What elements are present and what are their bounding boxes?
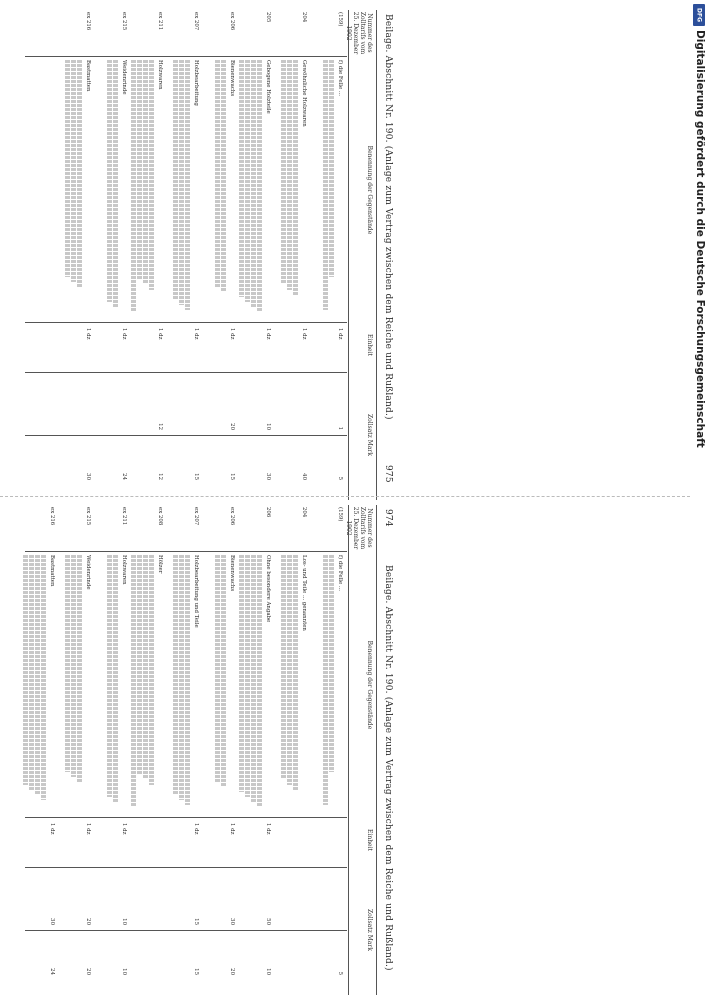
table-row xyxy=(57,505,91,995)
right-col-rate: Zollsatz Mark xyxy=(366,414,373,456)
goods-description-cell: Ohne besondere Angabe xyxy=(265,555,271,623)
unit-cell: 1 dz xyxy=(265,328,271,340)
rate-cell: 10 xyxy=(265,423,271,430)
left-header-rule xyxy=(376,505,377,995)
rate-cell: 30 xyxy=(49,918,55,925)
right-col-tariff: Nummer des Zolltarifs vom 25. Dezember 1902 xyxy=(345,11,373,55)
goods-description-cell: Bastmatten xyxy=(85,60,91,92)
right-page-title: Beilage. Abschnitt Nr. 190. (Anlage zum Vertrag zwischen dem Reiche und Rußland.) xyxy=(383,14,393,420)
goods-description-cell: Holzwaren xyxy=(157,60,163,90)
goods-description-cell: Bienenwachs xyxy=(229,60,235,97)
left-col-unit: Einheit xyxy=(366,829,373,851)
goods-description-cell: Los- und Teile ... genannten xyxy=(301,555,307,631)
left-col-goods: Benennung der Gegenstände xyxy=(366,640,373,730)
body-text-lines xyxy=(238,60,263,315)
left-colhead-rule xyxy=(348,505,349,995)
table-row xyxy=(309,505,343,995)
rate-cell-secondary: 24 xyxy=(121,473,127,480)
table-row xyxy=(237,10,271,500)
rate-cell: 50 xyxy=(265,918,271,925)
rate-cell-secondary: 5 xyxy=(337,476,343,480)
table-row xyxy=(273,505,307,995)
sidebar-text: Digitalisierung gefördert durch die Deutsche Forschungsgemeinschaft xyxy=(693,30,706,448)
goods-description-cell: Holzwaren xyxy=(121,555,127,585)
body-text-lines xyxy=(130,60,155,315)
body-text-lines xyxy=(130,555,155,810)
table-row xyxy=(129,505,163,995)
body-text-lines xyxy=(322,555,335,810)
left-page-title: Beilage. Abschnitt Nr. 190. (Anlage zum Vertrag zwischen dem Reiche und Rußland.) xyxy=(383,565,393,971)
table-row xyxy=(165,505,199,995)
goods-description-cell: Weidenrinde xyxy=(85,555,91,590)
rate-cell-secondary: 30 xyxy=(265,473,271,480)
body-text-lines xyxy=(172,60,191,315)
unit-cell: 1 dz xyxy=(265,823,271,835)
table-row xyxy=(57,10,91,500)
tariff-number-cell: ex 211 xyxy=(157,12,163,31)
goods-description-cell: Hölzer xyxy=(157,555,163,574)
body-text-lines xyxy=(322,60,335,315)
table-row xyxy=(273,10,307,500)
tariff-number-cell: ex 215 xyxy=(121,12,127,31)
tariff-number-cell: 205 xyxy=(265,12,271,23)
table-row xyxy=(201,505,235,995)
tariff-number-cell: (159) xyxy=(337,507,343,522)
page-divider xyxy=(0,496,690,497)
rate-cell: 10 xyxy=(121,918,127,925)
rate-cell-secondary: 10 xyxy=(265,968,271,975)
unit-cell: 1 dz xyxy=(229,328,235,340)
left-page xyxy=(15,505,395,995)
unit-cell: 1 dz xyxy=(193,328,199,340)
tariff-number-cell: ex 206 xyxy=(229,507,235,526)
unit-cell: 1 dz xyxy=(85,328,91,340)
table-row xyxy=(129,10,163,500)
body-text-lines xyxy=(64,555,83,810)
goods-description-cell: f) die Felle ... xyxy=(337,60,343,97)
right-page-number: 975 xyxy=(383,465,393,483)
tariff-number-cell: ex 216 xyxy=(85,12,91,31)
table-row xyxy=(165,10,199,500)
tariff-number-cell: 204 xyxy=(301,507,307,518)
body-text-lines xyxy=(280,60,299,315)
rate-cell-secondary: 10 xyxy=(121,968,127,975)
table-row xyxy=(21,505,55,995)
body-text-lines xyxy=(106,60,119,315)
rate-cell: 20 xyxy=(85,918,91,925)
left-col-tariff: Nummer des Zolltarifs vom 25. Dezember 1902 xyxy=(345,506,373,550)
table-row xyxy=(93,10,127,500)
goods-description-cell: Holzbearbeitung und Teile xyxy=(193,555,199,628)
body-text-lines xyxy=(22,555,47,810)
unit-cell: 1 dz xyxy=(301,328,307,340)
body-text-lines xyxy=(64,60,83,315)
body-text-lines xyxy=(238,555,263,810)
left-page-header xyxy=(379,505,393,995)
body-text-lines xyxy=(172,555,191,810)
left-col-rate: Zollsatz Mark xyxy=(366,909,373,951)
tariff-number-cell: ex 206 xyxy=(229,12,235,31)
left-page-number: 974 xyxy=(383,509,393,527)
rate-cell-secondary: 24 xyxy=(49,968,55,975)
tariff-number-cell: 206 xyxy=(265,507,271,518)
table-row xyxy=(309,10,343,500)
table-row xyxy=(93,505,127,995)
rate-cell-secondary: 15 xyxy=(193,968,199,975)
tariff-number-cell: (159) xyxy=(337,12,343,27)
rate-cell-secondary: 40 xyxy=(301,473,307,480)
table-row xyxy=(201,10,235,500)
rate-cell-secondary: 30 xyxy=(85,473,91,480)
rate-cell: 20 xyxy=(229,423,235,430)
tariff-number-cell: ex 207 xyxy=(193,507,199,526)
right-header-rule xyxy=(376,10,377,500)
dfg-logo: DFG xyxy=(693,4,705,26)
body-text-lines xyxy=(106,555,119,810)
unit-cell: 1 dz xyxy=(121,823,127,835)
unit-cell: 1 dz xyxy=(121,328,127,340)
body-text-lines xyxy=(214,555,227,810)
unit-cell: 1 dz xyxy=(229,823,235,835)
unit-cell: 1 dz xyxy=(193,823,199,835)
rate-cell-secondary: 12 xyxy=(157,473,163,480)
rate-cell-secondary: 15 xyxy=(193,473,199,480)
body-text-lines xyxy=(214,60,227,315)
rate-cell-secondary: 20 xyxy=(229,968,235,975)
body-text-lines xyxy=(280,555,299,810)
tariff-number-cell: ex 211 xyxy=(121,507,127,526)
sidebar-text-container xyxy=(692,30,707,990)
table-row xyxy=(237,505,271,995)
unit-cell: 1 dz xyxy=(157,328,163,340)
right-col-goods: Benennung der Gegenstände xyxy=(366,145,373,235)
right-page-header xyxy=(379,10,393,500)
goods-description-cell: Weidenrinde xyxy=(121,60,127,95)
goods-description-cell: Bastmatten xyxy=(49,555,55,587)
sidebar xyxy=(692,0,707,1000)
goods-description-cell: Bienenwachs xyxy=(229,555,235,592)
tariff-number-cell: ex 215 xyxy=(85,507,91,526)
unit-cell: 1 dz xyxy=(85,823,91,835)
right-colhead-rule xyxy=(348,10,349,500)
goods-description-cell: Holzbearbeitung xyxy=(193,60,199,106)
rate-cell: 15 xyxy=(193,918,199,925)
goods-description-cell: f) die Felle ... xyxy=(337,555,343,592)
tariff-number-cell: ex 216 xyxy=(49,507,55,526)
rate-cell: 1 xyxy=(337,426,343,430)
tariff-number-cell: ex 207 xyxy=(193,12,199,31)
unit-cell: 1 dz xyxy=(337,328,343,340)
tariff-number-cell: ex 208 xyxy=(157,507,163,526)
rate-cell-secondary: 5 xyxy=(337,971,343,975)
unit-cell: 1 dz xyxy=(49,823,55,835)
rate-cell: 12 xyxy=(157,423,163,430)
right-col-unit: Einheit xyxy=(366,334,373,356)
tariff-number-cell: 204 xyxy=(301,12,307,23)
goods-description-cell: Gewöhnliche Holzwaren xyxy=(301,60,307,127)
rate-cell: 30 xyxy=(229,918,235,925)
goods-description-cell: Gebogene Holzteile xyxy=(265,60,271,114)
rate-cell-secondary: 15 xyxy=(229,473,235,480)
right-page xyxy=(15,10,395,500)
rate-cell-secondary: 20 xyxy=(85,968,91,975)
